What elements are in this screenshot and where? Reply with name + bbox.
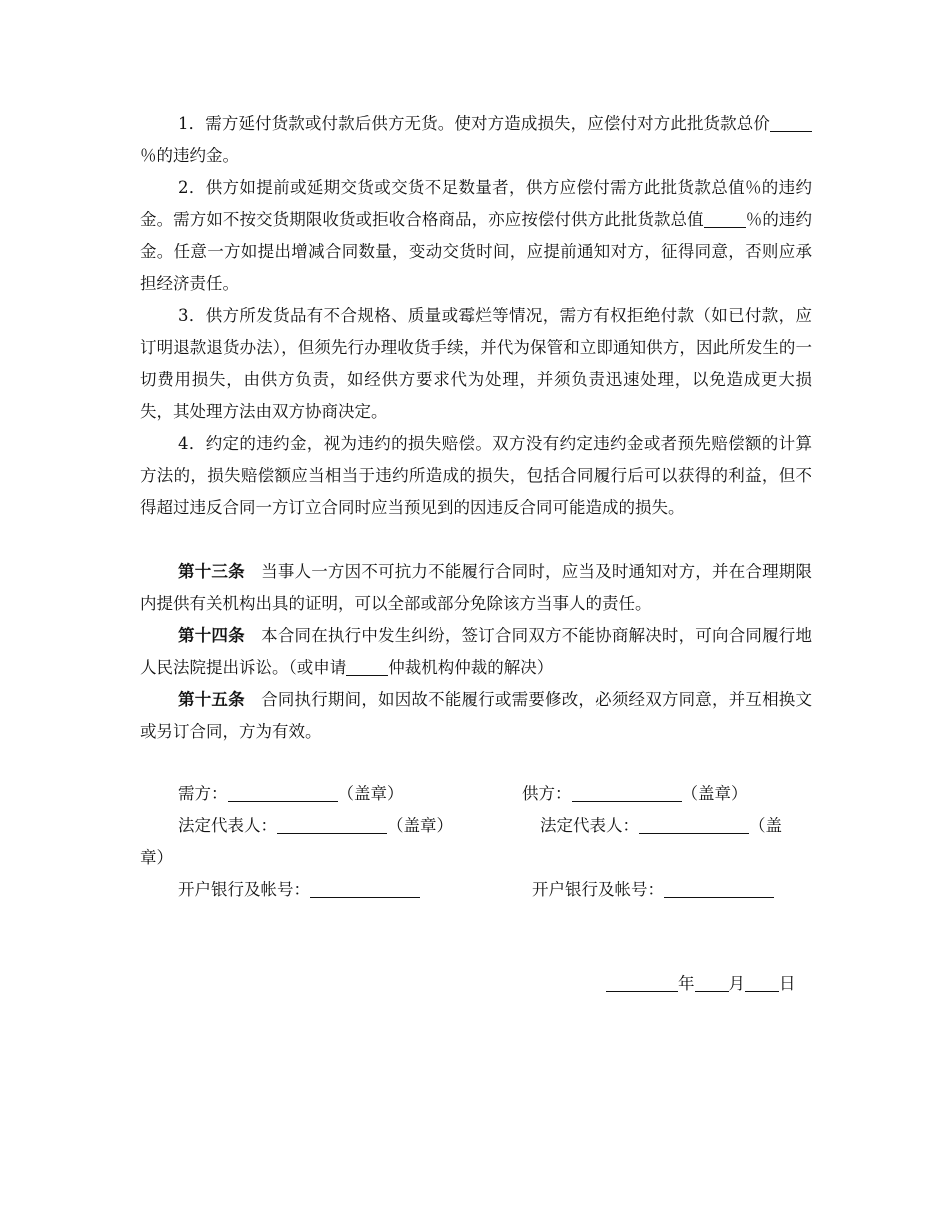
- seller-blank: [572, 783, 682, 802]
- article-13-text: 当事人一方因不可抗力不能履行合同时，应当及时通知对方，并在合理期限内提供有关机构出具的证明，可以全部或部分免除该方当事人的责任。: [140, 562, 812, 613]
- buyer-bank: [178, 874, 420, 906]
- year-label: 年: [678, 974, 695, 993]
- article-14: [140, 620, 812, 684]
- buyer-rep-label: 法定代表人：: [178, 816, 277, 835]
- article-13-title: 第十三条: [178, 562, 245, 581]
- clause-2-text-end: ％的违约金。任意一方如提出增减合同数量，变动交货时间，应提前通知对方，征得同意，否则应承担经济责任。: [140, 210, 813, 293]
- article-13: [140, 556, 812, 620]
- clause-1-text-end: ％的违约金。: [140, 146, 239, 165]
- seller-signature: [522, 778, 748, 810]
- blank-line: [346, 657, 388, 676]
- month-label: 月: [728, 974, 745, 993]
- signing-date: [606, 968, 796, 1000]
- seller-rep-seal: （盖: [749, 816, 782, 835]
- buyer-seal: （盖章）: [337, 784, 404, 803]
- seller-seal: （盖章）: [681, 784, 748, 803]
- article-14-title: 第十四条: [178, 626, 245, 645]
- buyer-rep-blank: [277, 815, 387, 834]
- article-15: [140, 684, 812, 748]
- seller-label: 供方：: [522, 784, 572, 803]
- seller-bank-label: 开户银行及帐号：: [532, 880, 664, 899]
- clause-4: [140, 428, 812, 524]
- year-blank: [606, 973, 678, 992]
- buyer-bank-blank: [310, 879, 420, 898]
- buyer-rep-seal: （盖章）: [387, 816, 453, 835]
- clause-3: [140, 300, 812, 428]
- seller-bank-blank: [664, 879, 774, 898]
- blank-line: [704, 209, 746, 228]
- clause-4-text: 4．约定的违约金，视为违约的损失赔偿。双方没有约定违约金或者预先赔偿额的计算方法的，损失赔偿额应当相当于违约所造成的损失，包括合同履行后可以获得的利益，但不得超过违反合同一方订立合同时应当预见到的因违反合同可能造成的损失。: [140, 434, 812, 517]
- article-15-text: 合同执行期间，如因故不能履行或需要修改，必须经双方同意，并互相换文或另订合同，方为有效。: [140, 690, 812, 741]
- clause-3-text: 3．供方所发货品有不合规格、质量或霉烂等情况，需方有权拒绝付款（如已付款，应订明退款退货办法），但须先行办理收货手续，并代为保管和立即通知供方，因此所发生的一切费用损失，由供方负责，如经供方要求代为处理，并须负责迅速处理，以免造成更大损失，其处理方法由双方协商决定。: [140, 306, 812, 421]
- month-blank: [695, 973, 729, 992]
- seller-rep-seal-wrap: [140, 842, 173, 874]
- day-blank: [745, 973, 779, 992]
- clause-1: [140, 108, 812, 172]
- blank-line: [770, 113, 812, 132]
- buyer-bank-label: 开户银行及帐号：: [178, 880, 310, 899]
- seller-rep-blank: [639, 815, 749, 834]
- clause-2-text: 2．供方如提前或延期交货或交货不足数量者，供方应偿付需方此批货款总值％的违约金。需方如不按交货期限收货或拒收合格商品，亦应按偿付供方此批货款总值: [140, 178, 812, 229]
- seller-rep-label: 法定代表人：: [540, 816, 639, 835]
- seller-rep-seal-end: 章）: [140, 848, 173, 867]
- buyer-signature: [178, 778, 404, 810]
- buyer-label: 需方：: [178, 784, 228, 803]
- seller-representative: [540, 810, 782, 842]
- article-14-text-end: 仲裁机构仲裁的解决）: [388, 658, 554, 677]
- article-14-text: 本合同在执行中发生纠纷，签订合同双方不能协商解决时，可向合同履行地人民法院提出诉讼。（或申请: [140, 626, 812, 677]
- buyer-representative: [178, 810, 453, 842]
- clause-2: [140, 172, 812, 300]
- buyer-blank: [228, 783, 338, 802]
- seller-bank: [532, 874, 774, 906]
- day-label: 日: [779, 974, 796, 993]
- article-15-title: 第十五条: [178, 690, 245, 709]
- clause-1-text: 1．需方延付货款或付款后供方无货。使对方造成损失，应偿付对方此批货款总价: [178, 114, 770, 133]
